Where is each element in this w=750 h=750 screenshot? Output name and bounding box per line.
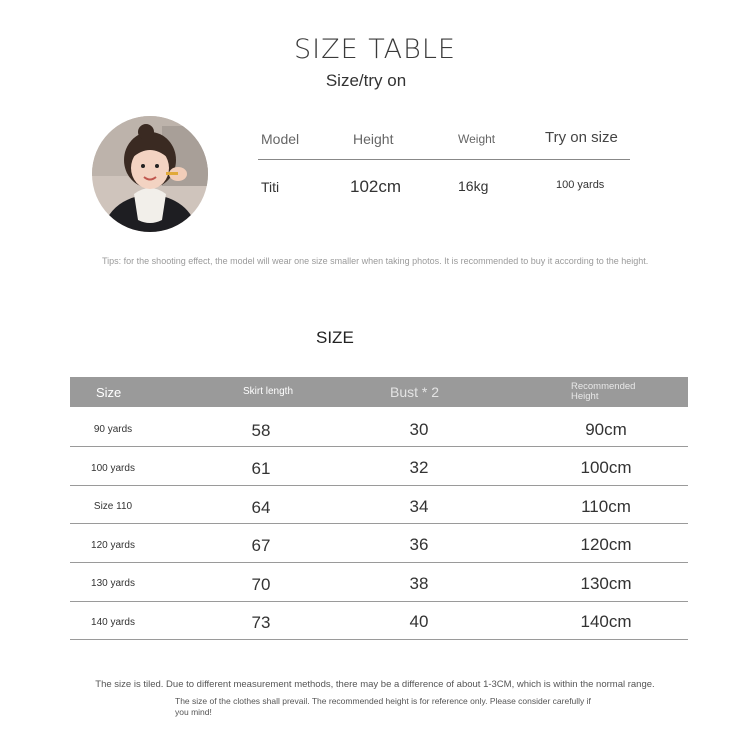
row-3-height: 110cm (581, 497, 631, 516)
row-6-skirt-length: 73 (251, 613, 271, 632)
row-divider (70, 485, 688, 486)
row-1-skirt-length: 58 (251, 421, 271, 440)
model-photo (92, 116, 208, 232)
row-divider (70, 639, 688, 640)
row-3-skirt-length: 64 (251, 498, 271, 517)
row-6-bust: 40 (409, 612, 429, 631)
row-4-bust: 36 (409, 535, 429, 554)
row-divider (70, 446, 688, 447)
row-4-height: 120cm (580, 535, 632, 554)
try-on-size-header: Try on size (545, 129, 618, 146)
row-5-skirt-length: 70 (251, 575, 271, 594)
header-size: Size (96, 385, 122, 400)
model-weight-value: 16kg (458, 178, 489, 194)
row-2-bust: 32 (409, 458, 429, 477)
row-2-height: 100cm (580, 458, 632, 477)
header-skirt-length: Skirt length (243, 386, 294, 397)
row-3-size: Size 110 (93, 501, 133, 512)
row-divider (70, 601, 688, 602)
model-name-value: Titi (261, 179, 280, 195)
measurement-note: The size is tiled. Due to different measurement methods, there may be a difference of about 1-3CM, which is within the normal range. (95, 679, 655, 690)
row-6-height: 140cm (580, 612, 632, 631)
row-2-skirt-length: 61 (251, 459, 271, 478)
row-5-size: 130 yards (91, 578, 135, 589)
row-4-size: 120 yards (91, 540, 135, 551)
row-6-size: 140 yards (91, 617, 135, 628)
header-bust: Bust * 2 (390, 384, 440, 400)
header-recommended-height: Recommended Height (571, 381, 636, 402)
reference-note: The size of the clothes shall prevail. The recommended height is for reference only. Please consider carefully if you mind! (175, 696, 591, 717)
height-header: Height (353, 131, 394, 147)
row-3-bust: 34 (409, 497, 429, 516)
model-try-on-value: 100 yards (556, 179, 605, 191)
row-5-bust: 38 (409, 574, 429, 593)
model-photo-image (92, 116, 208, 232)
row-5-height: 130cm (580, 574, 632, 593)
weight-header: Weight (458, 132, 496, 146)
row-1-height: 90cm (585, 420, 627, 439)
row-divider (70, 523, 688, 524)
row-1-bust: 30 (409, 420, 429, 439)
size-section-heading: SIZE (316, 328, 354, 347)
model-table-divider (258, 159, 630, 160)
row-1-size: 90 yards (93, 424, 133, 435)
model-header: Model (261, 131, 300, 147)
page-subtitle: Size/try on (325, 71, 407, 90)
page-title: SIZE TABLE (294, 34, 456, 65)
row-divider (70, 562, 688, 563)
row-4-skirt-length: 67 (251, 536, 271, 555)
row-2-size: 100 yards (91, 463, 135, 474)
model-height-value: 102cm (350, 177, 402, 196)
shooting-tips: Tips: for the shooting effect, the model will wear one size smaller when taking photos. It is recommended to buy it according to the height. (102, 256, 649, 266)
